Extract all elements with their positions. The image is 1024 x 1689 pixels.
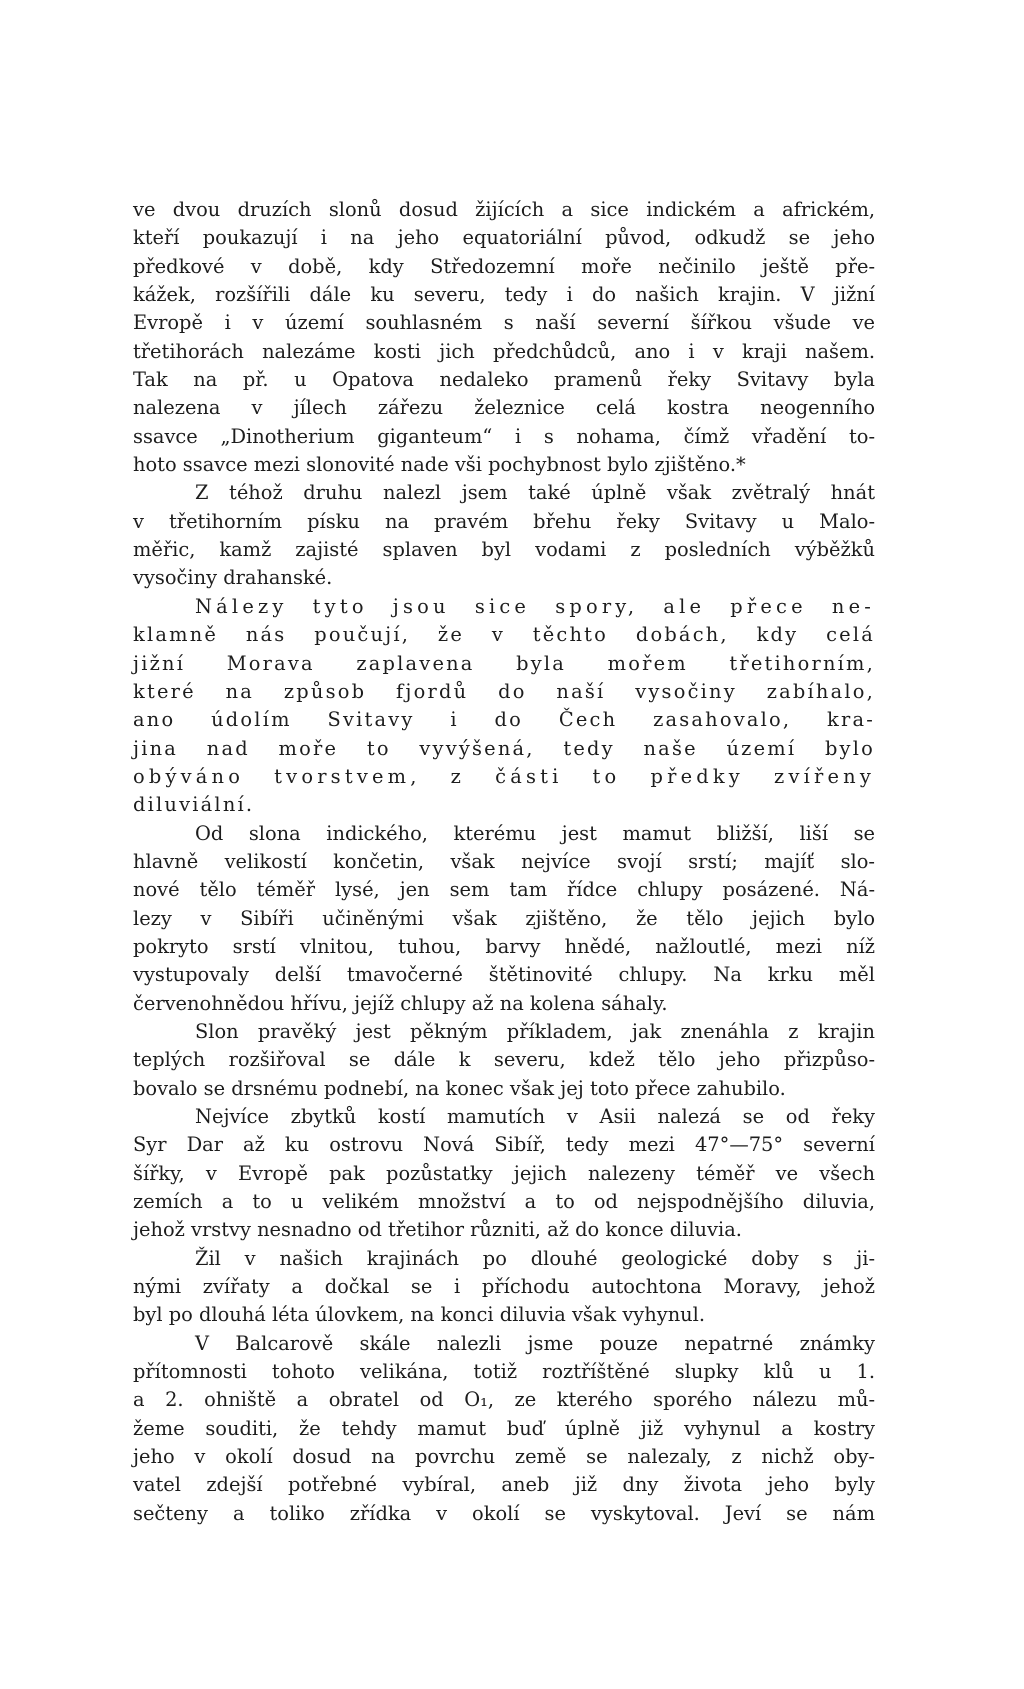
text-line: klamně nás poučují, že v těchto dobách, kdy celá: [133, 623, 875, 647]
text-line: pokryto srstí vlnitou, tuhou, barvy hnědé, nažloutlé, mezi níž: [133, 934, 875, 958]
paragraph-8: [133, 1330, 875, 1528]
paragraph-3-spaced-emphasis: [133, 593, 875, 820]
text-line: nové tělo téměř lysé, jen sem tam řídce chlupy posázené. Ná-: [133, 878, 875, 902]
text-line: lezy v Sibíři učiněnými však zjištěno, že tělo jejich bylo: [133, 906, 875, 930]
text-line: jehož vrstvy nesnadno od třetihor různiti, až do konce diluvia.: [133, 1218, 742, 1242]
text-line: ano údolím Svitavy i do Čech zasahovalo, kra-: [133, 708, 875, 732]
paragraph-2: [133, 479, 875, 592]
text-line: a 2. ohniště a obratel od O₁, ze kterého sporého nálezu mů-: [133, 1388, 875, 1412]
text-line: jižní Morava zaplavena byla mořem třetihorním,: [133, 651, 875, 675]
text-line: hlavně velikostí končetin, však nejvíce svojí srstí; majíť slo-: [133, 849, 875, 873]
text-line: v třetihorním písku na pravém břehu řeky Svitavy u Malo-: [133, 509, 875, 533]
text-line: žeme souditi, že tehdy mamut buď úplně již vyhynul a kostry: [133, 1416, 875, 1440]
text-line: bovalo se drsnému podnebí, na konec však jej toto přece zahubilo.: [133, 1076, 786, 1100]
text-line: předkové v době, kdy Středozemní moře nečinilo ještě pře-: [133, 254, 875, 278]
text-line: ssavce „Dinotherium giganteum“ i s nohama, čímž vřadění to-: [133, 424, 875, 448]
paragraph-7: [133, 1245, 875, 1330]
text-line: Z téhož druhu nalezl jsem také úplně však zvětralý hnát: [195, 481, 875, 505]
text-line: zemích a to u velikém množství a to od nejspodnějšího diluvia,: [133, 1190, 875, 1214]
paragraph-1: [133, 196, 875, 479]
text-line: Od slona indického, kterému jest mamut bližší, liší se: [195, 821, 875, 845]
text-line: teplých rozšiřoval se dále k severu, kdež tělo jeho přizpůso-: [133, 1048, 875, 1072]
text-line: které na způsob fjordů do naší vysočiny zabíhalo,: [133, 679, 875, 703]
text-line: sečteny a toliko zřídka v okolí se vyskytoval. Jeví se nám: [133, 1501, 875, 1525]
text-line: Evropě i v území souhlasném s naší severní šířkou všude ve: [133, 311, 875, 335]
text-line: obýváno tvorstvem, z části to předky zvířeny: [133, 764, 875, 788]
text-line: hoto ssavce mezi slonovité nade vši pochybnost bylo zjištěno.*: [133, 453, 746, 477]
text-line: šířky, v Evropě pak pozůstatky jejich nalezeny téměř ve všech: [133, 1161, 875, 1185]
text-line: nalezena v jílech zářezu železnice celá kostra neogenního: [133, 396, 875, 420]
text-line: byl po dlouhá léta úlovkem, na konci diluvia však vyhynul.: [133, 1303, 706, 1327]
text-line: nými zvířaty a dočkal se i příchodu autochtona Moravy, jehož: [133, 1275, 875, 1299]
text-line: třetihorách nalezáme kosti jich předchůdců, ano i v kraji našem.: [133, 339, 875, 363]
text-line: Slon pravěký jest pěkným příkladem, jak znenáhla z krajin: [195, 1019, 875, 1043]
text-line: jeho v okolí dosud na povrchu země se nalezaly, z nichž oby-: [133, 1445, 875, 1469]
text-line: Nejvíce zbytků kostí mamutích v Asii nalezá se od řeky: [195, 1105, 875, 1128]
text-line: vysočiny drahanské.: [133, 566, 333, 590]
paragraph-5: [133, 1018, 875, 1103]
text-line: diluviální.: [133, 793, 255, 817]
text-line: Tak na př. u Opatova nedaleko pramenů řeky Svitavy byla: [133, 368, 875, 392]
text-line: kteří poukazují i na jeho equatoriální původ, odkudž se jeho: [133, 226, 875, 250]
text-line: ve dvou druzích slonů dosud žijících a sice indickém a africkém,: [133, 198, 875, 221]
text-line: kážek, rozšířili dále ku severu, tedy i do našich krajin. V jižní: [133, 283, 875, 307]
text-line: jina nad moře to vyvýšená, tedy naše území bylo: [133, 736, 875, 760]
paragraph-6: [133, 1103, 875, 1245]
paragraph-4: [133, 820, 875, 1018]
text-line: vystupovaly delší tmavočerné štětinovité chlupy. Na krku měl: [133, 963, 875, 987]
text-line: Syr Dar až ku ostrovu Nová Sibíř, tedy mezi 47°—75° severní: [133, 1133, 875, 1157]
text-line: červenohnědou hřívu, jejíž chlupy až na kolena sáhaly.: [133, 991, 668, 1015]
text-line: Nálezy tyto jsou sice spory, ale přece ne-: [195, 594, 875, 618]
text-line: měřic, kamž zajisté splaven byl vodami z posledních výběžků: [133, 538, 875, 562]
text-line: přítomnosti tohoto velikána, totiž roztříštěné slupky klů u 1.: [133, 1360, 875, 1384]
text-line: V Balcarově skále nalezli jsme pouze nepatrné známky: [195, 1331, 875, 1355]
book-page-text: [133, 196, 875, 1528]
text-line: Žil v našich krajinách po dlouhé geologické doby s ji-: [195, 1246, 875, 1270]
text-line: vatel zdejší potřebné vybíral, aneb již dny života jeho byly: [133, 1473, 875, 1497]
